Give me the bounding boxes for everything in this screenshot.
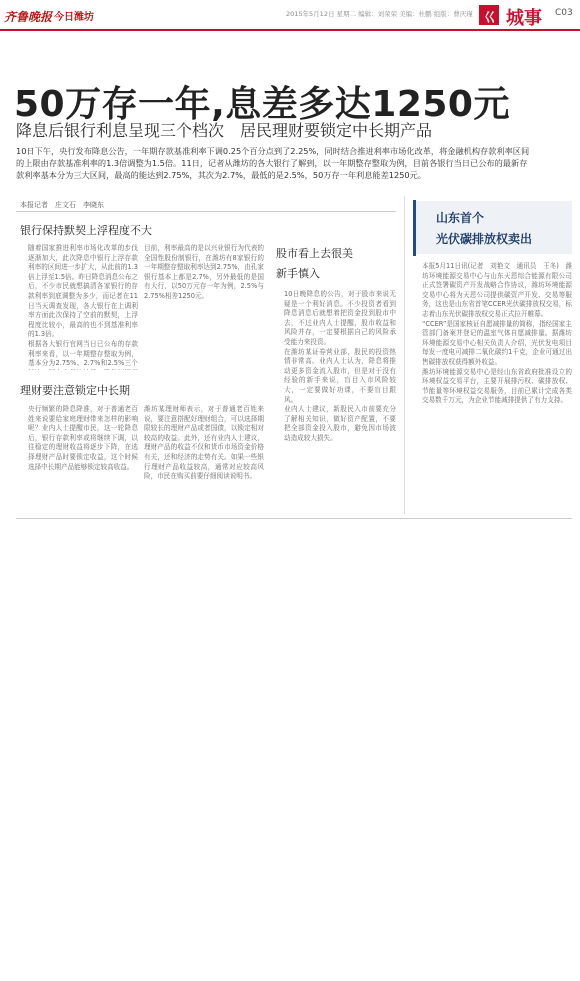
section2-paragraph-1: 央行频繁的降息降准，对于普通老百姓来说要给家庭理财带来怎样的影响呢？业内人士提醒市民，这一轮降息后，银行存款利率或将继续下调，以往稳定的理财收益将逐步下降，在选择理财产品时要锁定收益，这个时候选择中长期产品能够锁定较高收益。 [28,405,138,471]
sidebar-title-line1: 山东首个 [436,211,485,225]
section2-col1 [28,405,138,513]
section1-paragraph-2: 根据各大银行官网当日已公布的存款利率来看，以一年期整存整取为例，基本分为2.75%、2.7%和2.5%三个 [28,339,138,368]
sidebar-body [422,262,572,514]
section2-paragraph-2: 潍坊某理财师表示，对于普通老百姓来说，要注意搭配好理财组合，可以选择期限较长的理财产品或者国债，以锁定相对较高的收益。此外，还有业内人士建议，理财产品的收益不仅和货币市场资金价格有关，还和经济的走势有关。如果一些银行理财产品收益较高，通常对应较高风险，市民在购买前要仔细阅读说明书。 [144,405,264,481]
aside-title [276,244,353,284]
section-title-1: 银行保持默契上浮程度不大 [20,224,152,237]
sidebar-paragraph-2: “CCER”是国家核证自愿减排量的简称，指经国家主管部门备案并登记的温室气体自愿减排量。据潍坊环境能源交易中心相关负责人介绍，光伏发电项目每发一度电可减排二氧化碳约1千克，企业可通过出售碳排放权获得额外收益。 [422,319,572,366]
sidebar-title [436,208,532,250]
subheadline: 降息后银行利息呈现三个档次 居民理财要锁定中长期产品 [16,121,433,140]
section1-paragraph-1: 随着国家推进利率市场化改革的步伐逐渐加大，此次降息中银行上浮存款利率的区间进一步扩大，从此前的1.3倍上浮至1.5倍。昨日降息消息公布之后，不少市民就想搞清各家银行的存款利率到底调整为多少，而记者在11日当天调查发现，各大银行在上调利率方面此次保持了空前的默契，上浮程度比较小，最高的也不到基准利率的1.3倍。 [28,244,138,339]
section1-col2 [144,244,264,370]
aside-body [284,290,396,512]
section1-col1 [28,244,138,370]
byline-divider [16,211,396,212]
bottom-rule [16,518,572,519]
page-header [0,0,580,32]
channel-title: 城事 [506,8,542,29]
section2-col2 [144,405,264,513]
section-name: 今日潍坊 [54,12,94,23]
byline: 本报记者 庄文石 李晓东 [20,201,104,209]
column-divider [404,196,405,514]
aside-title-line2: 新手慎入 [276,267,320,280]
issue-meta: 2015年5月12日 星期二 编辑：刘荣荣 美编：杜鹏 组版：曹庆瑾 [286,10,473,18]
aside-title-line1: 股市看上去很美 [276,247,353,260]
sidebar-paragraph-3: 潍坊环境能源交易中心是经山东省政府批准设立的环境权益交易平台，主要开展排污权、碳排放权、节能量等环境权益交易服务，目前已累计完成各类交易数千万元，为企业节能减排提供了有力支持。 [422,367,572,405]
section-title-2: 理财要注意锁定中长期 [20,384,130,397]
sidebar-accent-bar [413,200,416,256]
sidebar-title-line2: 光伏碳排放权卖出 [436,232,533,246]
aside-paragraph-2: 在潍坊某证券营业部，股民的投资热情非常高。业内人士认为，降息将推动更多资金流入股市，但是对于没有经验的新手来说，盲目入市风险较大，一定要做好功课，不要盲目跟风。 [284,347,396,404]
header-rule [0,29,580,31]
sidebar-paragraph-1: 本报5月11日讯(记者 刘艳文 通讯员 王冬) 潍坊环境能源交易中心与山东天恩综合能源有限公司正式签署碳资产开发战略合作协议，潍坊环境能源交易中心将为天恩公司提供碳资产开发、交易等服务，这也是山东省首笔CCER光伏碳排放权交易，标志着山东光伏碳排放权交易正式拉开帷幕。 [422,262,572,318]
aside-paragraph-3: 业内人士建议，新股民入市前要充分了解相关知识，做好资产配置，不要把全部资金投入股市，避免因市场波动造成较大损失。 [284,405,396,442]
headline: 50万存一年,息差多达1250元 [14,84,510,125]
aside-paragraph-1: 10日晚降息的公告，对于股市来说无疑是一个利好消息。不少投资者看到降息消息后就想着把资金投到股市中去，不过业内人士提醒，股市收益和风险并存，一定要根据自己的风险承受能力来投资。 [284,290,396,346]
channel-badge-mark: 巜 [483,11,497,26]
page-number: C03 [555,8,573,18]
section1-paragraph-3: 目前，利率最高的是以兴业银行为代表的全国性股份制银行，在潍坊有8家银行的一年期整存整取利率达到2.75%，由孔家银行基本上都是2.7%，另外最低的是国有大行，以50万元存一年为例，2.5%与2.75%相差1250元。 [144,244,264,300]
newspaper-logo: 齐鲁晚报 [4,10,53,24]
lead-paragraph: 10日下午，央行发布降息公告，一年期存款基准利率下调0.25个百分点到了2.25%，同时结合推进利率市场化改革，将金融机构存款利率区间的上限由存款基准利率的1.3倍调整为1.5倍。11日，记者从潍坊的各大银行了解到，以一年期整存整取为例，目前各银行当日已公布的最新存款利率基本分为三大区间，最高的能达到2.75%，其次为2.7%，最低的是2.5%，50万存一年利息能差1250元。 [16,146,530,180]
